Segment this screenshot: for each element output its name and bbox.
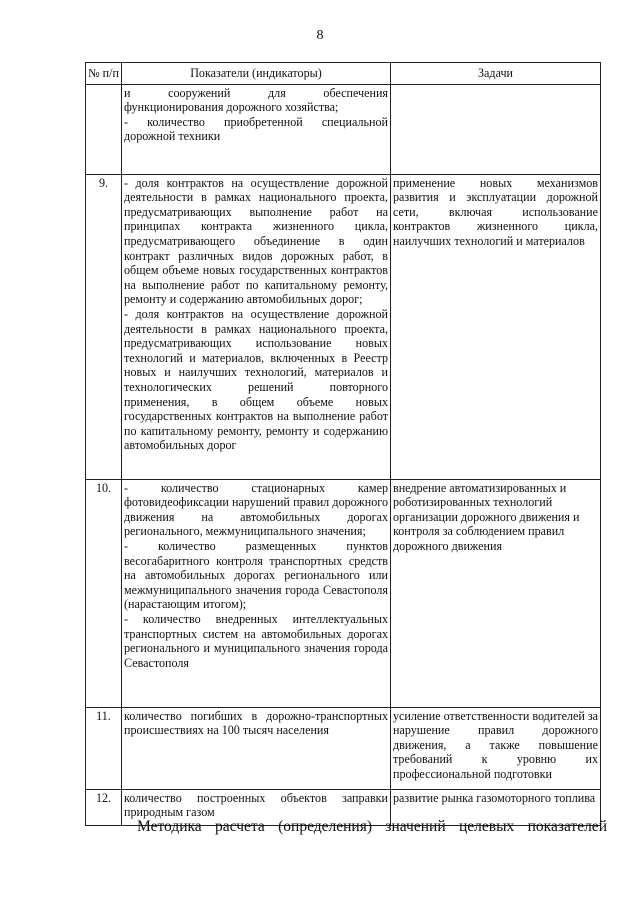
header-tasks: Задачи: [391, 63, 601, 85]
table-row: [86, 174, 601, 479]
indicator-text: и сооружений для обеспечения: [124, 85, 388, 100]
row-number: 9.: [86, 174, 122, 479]
tasks-cell: [391, 84, 601, 174]
methodology-heading: Методика расчета (определения) значений целевых показателей: [137, 818, 607, 835]
indicators-table: [85, 62, 601, 826]
indicator-text: - количество внедренных интеллектуальных транспортных систем на автомобильных дорогах регионального и муниципального значения города Севастополя: [124, 611, 388, 670]
table-row: [86, 707, 601, 789]
indicator-text: функционирования дорожного хозяйства;: [124, 100, 339, 115]
page-number: 8: [316, 28, 324, 43]
indicator-text: дорожной техники: [124, 129, 221, 144]
indicator-text: - количество стационарных камер фотовидеофиксации нарушений правил дорожного движения на автомобильных дорогах регионального, межмуниципального значения;: [124, 480, 388, 539]
indicators-cell: [122, 174, 391, 479]
indicator-text: количество построенных объектов заправки природным газом: [124, 790, 388, 820]
header-indicators: Показатели (индикаторы): [122, 63, 391, 85]
task-text: внедрение автоматизированных и роботизированных технологий организации дорожного движения и контроля за соблюдением правил дорожного движения: [393, 480, 580, 553]
table-header-row: [86, 63, 601, 85]
task-text: применение новых механизмов развития и эксплуатации дорожной сети, включая использование контрактов жизненного цикла, наилучших технологий и материалов: [393, 175, 598, 248]
task-text: усиление ответственности водителей за нарушение правил дорожного движения, а также повышение требований к уровню их профессиональной подготовки: [393, 708, 598, 781]
indicator-text: - доля контрактов на осуществление дорожной деятельности в рамках национального проекта, предусматривающих выполнение работ на принципах контракта жизненного цикла, предусматривающего объединение в один контракт различных видов дорожных работ, в общем объеме новых государственных контрактов на выполнение работ по капитальному ремонту, ремонту и содержанию автомобильных дорог;: [124, 175, 388, 307]
indicator-text: - количество размещенных пунктов весогабаритного контроля транспортных средств на автомобильных дорогах регионального или межмуниципального значения города Севастополя (нарастающим итогом);: [124, 538, 388, 612]
indicator-text: - количество приобретенной специальной: [124, 114, 388, 129]
task-text: развитие рынка газомоторного топлива: [393, 790, 596, 805]
row-number: 11.: [86, 707, 122, 789]
row-number: 12.: [86, 789, 122, 825]
header-num: № п/п: [86, 63, 122, 85]
row-number: [86, 84, 122, 174]
indicators-cell: [122, 707, 391, 789]
tasks-cell: [391, 174, 601, 479]
tasks-cell: [391, 707, 601, 789]
tasks-cell: [391, 479, 601, 707]
row-number: 10.: [86, 479, 122, 707]
indicator-text: количество погибших в дорожно-транспортных происшествиях на 100 тысяч населения: [124, 708, 388, 738]
indicators-cell: [122, 84, 391, 174]
indicator-text: - доля контрактов на осуществление дорожной деятельности в рамках национального проекта, предусматривающих использование новых технологий и материалов, включенных в Реестр новых и наилучших технологий, материалов и технологических решений повторного применения, в общем объеме новых государственных контрактов на выполнение работ по капитальному ремонту, ремонту и содержанию автомобильных дорог: [124, 306, 388, 453]
table-row: [86, 84, 601, 174]
table-row: [86, 479, 601, 707]
indicators-cell: [122, 479, 391, 707]
